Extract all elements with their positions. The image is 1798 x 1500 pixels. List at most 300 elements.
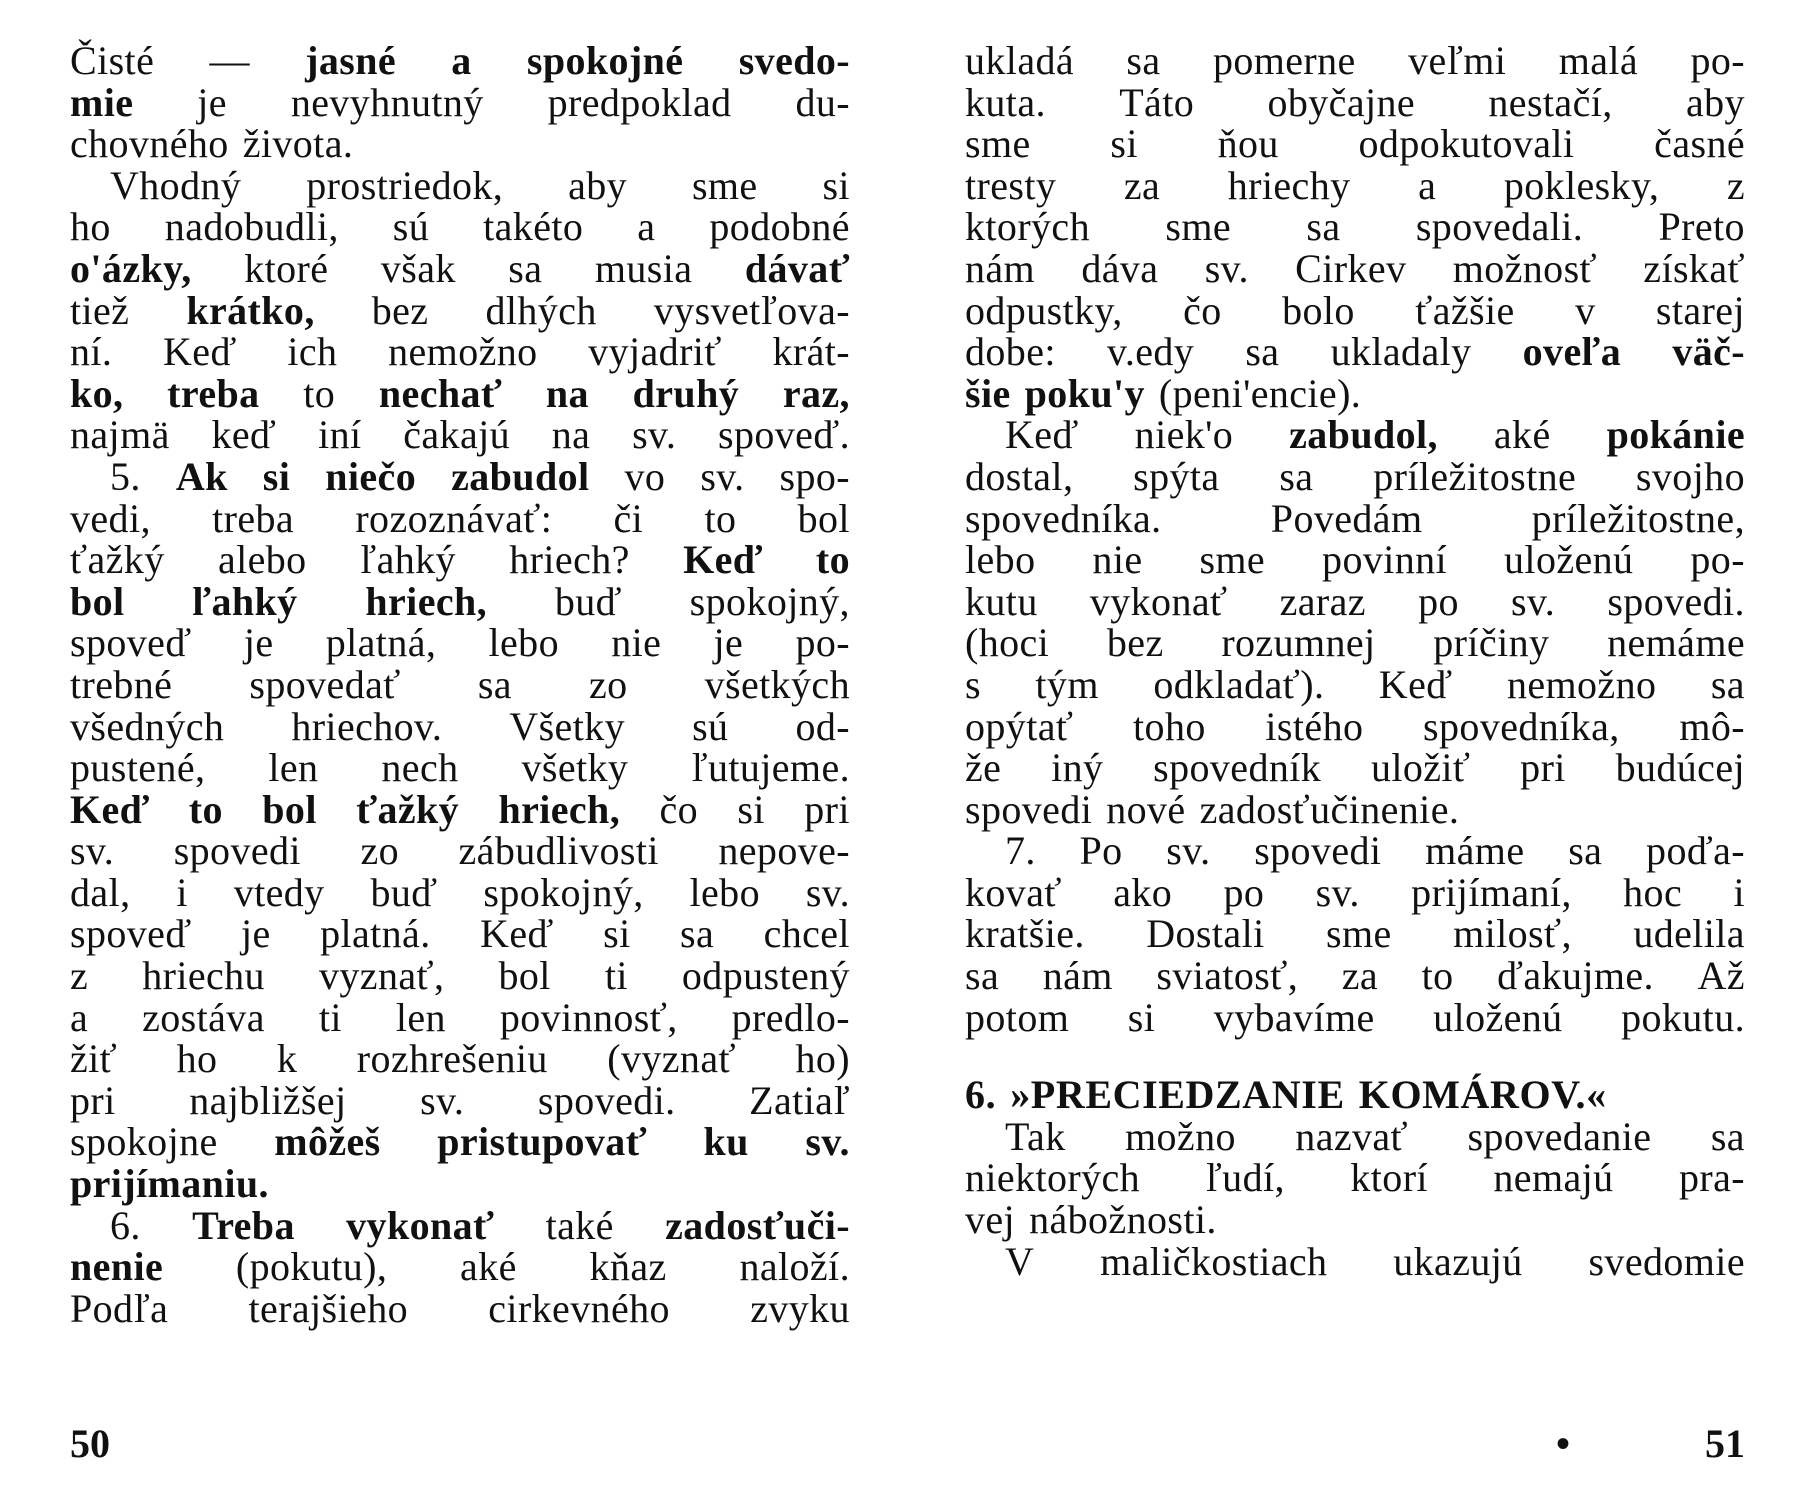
word: zadosťuči-: [665, 1202, 850, 1248]
word: naloží.: [739, 1244, 850, 1290]
word: ko,: [70, 370, 124, 416]
word: ho: [70, 204, 111, 250]
word: pra-: [1679, 1155, 1745, 1201]
word: sv.: [420, 1077, 465, 1123]
word: hriechu: [142, 953, 265, 999]
word: nech: [381, 745, 459, 791]
word: spovedali.: [1415, 204, 1584, 250]
word: veľmi: [1408, 38, 1507, 83]
word: spovedať: [249, 661, 401, 707]
word: také: [545, 1202, 614, 1248]
word: (hoci: [965, 620, 1050, 666]
word: 5.: [110, 453, 141, 499]
word: bez: [371, 287, 429, 333]
word: vybavíme: [1213, 994, 1375, 1040]
word: mie: [70, 79, 134, 125]
text-line: [965, 40, 1745, 82]
word: len: [268, 745, 319, 791]
word: zo: [588, 661, 628, 707]
word: sa: [965, 953, 1000, 999]
word: Treba: [192, 1202, 295, 1248]
word: bol: [262, 786, 317, 832]
word: to: [188, 786, 223, 832]
word: sa: [1306, 204, 1341, 250]
word: uloženú: [1504, 537, 1634, 583]
word: časné: [1654, 121, 1745, 167]
text-line: [70, 622, 850, 664]
text-line: [70, 206, 850, 248]
word: platná,: [325, 620, 437, 666]
word: dávať: [744, 245, 850, 291]
word: nemáme: [1607, 620, 1745, 666]
word: po-: [1690, 38, 1745, 83]
word: nepove-: [718, 828, 850, 874]
word: odpustený: [681, 953, 850, 999]
word: môžeš: [274, 1119, 381, 1165]
word: a: [637, 204, 656, 250]
word: musia: [594, 245, 693, 291]
word: buď: [370, 869, 438, 915]
word: bol: [70, 578, 125, 624]
word: niek'o: [1134, 412, 1234, 458]
word: rozumnej: [1221, 620, 1376, 666]
word: lebo: [965, 537, 1036, 583]
word: hriech,: [498, 786, 621, 832]
word: na: [551, 412, 591, 458]
word: svedo-: [738, 38, 850, 83]
word: sa: [508, 245, 543, 291]
word: ktorí: [1350, 1155, 1428, 1201]
word: pomerne: [1212, 38, 1356, 83]
word: z: [1726, 162, 1745, 208]
word: sme: [1199, 537, 1266, 583]
text-line: [70, 703, 850, 749]
word: Zatiaľ: [749, 1077, 850, 1123]
word: Cirkev: [1295, 245, 1407, 291]
word: všetkých: [704, 661, 850, 707]
word: dáva: [1081, 245, 1159, 291]
word: to: [815, 537, 850, 583]
word: aby: [1686, 79, 1745, 125]
text-line: [70, 661, 850, 707]
word: pokánie: [1606, 412, 1745, 458]
word: zostáva: [142, 994, 265, 1040]
word: treba: [167, 370, 260, 416]
word: v: [1575, 287, 1596, 333]
word: spokojný,: [483, 869, 644, 915]
word: krátko,: [186, 287, 315, 333]
word: máme: [1425, 828, 1525, 874]
word: pustené,: [70, 745, 206, 791]
text-line: [70, 1038, 850, 1080]
word: ako: [1113, 869, 1173, 915]
word: spovedanie: [1467, 1113, 1652, 1159]
word: ich: [287, 329, 338, 375]
word: KOMÁROV.«: [1358, 1072, 1607, 1118]
text-line: [70, 453, 850, 499]
word: po-: [795, 620, 850, 666]
word: to: [1421, 953, 1454, 999]
word: sme: [691, 162, 758, 208]
word: sa: [1710, 1113, 1745, 1159]
word: Podľa: [70, 1285, 169, 1331]
word: pri: [1520, 745, 1566, 791]
text-line: [70, 869, 850, 915]
word: si: [737, 786, 765, 832]
word: nám: [965, 245, 1036, 291]
word: i: [1733, 869, 1745, 915]
word: potom: [965, 994, 1070, 1040]
word: ťažký: [70, 537, 165, 583]
word: sa: [680, 911, 715, 957]
word: v.edy: [1107, 329, 1195, 375]
word: vedi,: [70, 495, 151, 541]
left-page-text: [70, 40, 850, 1329]
word: spokojné: [526, 38, 684, 83]
word: bez: [1106, 620, 1164, 666]
word: Tak: [1005, 1113, 1066, 1159]
word: Keď: [1005, 412, 1079, 458]
word: čakajú: [403, 412, 511, 458]
word: na: [545, 370, 589, 416]
word: keď: [211, 412, 277, 458]
word: maličkostiach: [1100, 1238, 1328, 1284]
text-line: [70, 1202, 850, 1248]
word: hriech?: [509, 537, 630, 583]
word: aké: [1493, 412, 1551, 458]
word: —: [209, 38, 250, 83]
word: hriechy: [1227, 162, 1351, 208]
word: »PRECIEDZANIE: [1010, 1072, 1345, 1118]
word: zaraz: [1279, 578, 1366, 624]
word: Keď: [1378, 661, 1453, 707]
word: sv.: [1511, 578, 1556, 624]
word: starej: [1655, 287, 1745, 333]
word: že: [965, 745, 1002, 791]
word: sa: [1126, 38, 1161, 83]
word: ukladá: [965, 38, 1075, 83]
word: obyčajne: [1267, 79, 1416, 125]
word: ďakujme.: [1497, 953, 1654, 999]
text-line: [965, 414, 1745, 456]
word: ho): [795, 1036, 850, 1082]
word: cirkevného: [488, 1285, 670, 1331]
word: Čisté: [70, 38, 155, 83]
word: čo: [659, 786, 699, 832]
text-line: [70, 245, 850, 291]
text-line: [965, 370, 1745, 416]
word: ľudí,: [1205, 1155, 1285, 1201]
word: svedomie: [1588, 1238, 1745, 1284]
text-line: [965, 661, 1745, 707]
word: vo: [624, 453, 666, 499]
word: tresty: [965, 162, 1057, 208]
word: (peni'encie).: [1158, 370, 1362, 416]
word: ťažšie: [1415, 287, 1515, 333]
word: možno: [1125, 1113, 1236, 1159]
word: spokojný,: [689, 578, 850, 624]
word: nábožnosti.: [1029, 1197, 1217, 1243]
word: predpoklad: [547, 79, 732, 125]
word: buď: [554, 578, 622, 624]
text-line: [70, 539, 850, 581]
word: Všetky: [509, 703, 626, 749]
word: nenie: [70, 1244, 164, 1290]
word: je: [713, 620, 744, 666]
text-line: [965, 994, 1745, 1040]
word: života.: [242, 121, 354, 167]
word: z: [70, 953, 89, 999]
text-line: [965, 1157, 1745, 1199]
word: i: [176, 869, 188, 915]
word: niektorých: [965, 1155, 1141, 1201]
word: Táto: [1119, 79, 1195, 125]
word: bolo: [1282, 287, 1355, 333]
word: kuta.: [965, 79, 1046, 125]
word: sa: [1245, 329, 1280, 375]
word: vyznať,: [319, 953, 445, 999]
word: k: [276, 1036, 298, 1082]
word: dal,: [70, 869, 131, 915]
text-line: [70, 414, 850, 456]
word: nadobudli,: [164, 204, 339, 250]
word: len: [395, 994, 446, 1040]
text-line: [70, 1121, 850, 1163]
word: spovedi: [1254, 828, 1382, 874]
text-line: [965, 331, 1745, 373]
word: Po: [1079, 828, 1123, 874]
word: si: [603, 911, 631, 957]
word: spovedi.: [1607, 578, 1745, 624]
word: rozoznávať:: [355, 495, 553, 541]
word: sv.: [1166, 828, 1211, 874]
word: príležitostne,: [1531, 495, 1745, 541]
word: pri: [70, 1077, 116, 1123]
word: rozhrešeniu: [356, 1036, 548, 1082]
word: sa: [1568, 828, 1603, 874]
word: ľahký: [359, 537, 456, 583]
word: Dostali: [1146, 911, 1265, 957]
text-line: [965, 495, 1745, 541]
text-line: [70, 830, 850, 872]
word: je: [243, 620, 274, 666]
word: kňaz: [589, 1244, 667, 1290]
word: terajšieho: [248, 1285, 408, 1331]
word: spoveď.: [718, 412, 850, 458]
text-line: [965, 786, 1745, 832]
word: a: [70, 994, 89, 1040]
word: uloženú: [1433, 994, 1563, 1040]
word: udelila: [1633, 911, 1745, 957]
word: možnosť: [1452, 245, 1598, 291]
word: uložiť: [1370, 745, 1471, 791]
word: druhý: [632, 370, 740, 416]
word: bol: [498, 953, 551, 999]
word: platná.: [320, 911, 431, 957]
word: žiť: [70, 1036, 118, 1082]
word: či: [613, 495, 644, 541]
text-line: [70, 1163, 850, 1205]
word: 6.: [110, 1202, 141, 1248]
text-line: [70, 287, 850, 333]
text-line: [70, 495, 850, 541]
text-line: [70, 1246, 850, 1288]
word: poklesky,: [1503, 162, 1660, 208]
word: ktorých: [965, 204, 1090, 250]
word: vyjadriť: [588, 329, 722, 375]
word: spovedi.: [537, 1077, 676, 1123]
word: nie: [1092, 537, 1143, 583]
word: pristupovať: [437, 1119, 647, 1165]
word: sú: [692, 703, 729, 749]
word: o'ázky,: [70, 245, 192, 291]
word: malá: [1558, 38, 1639, 83]
word: sa: [1279, 453, 1314, 499]
word: nemožno: [388, 329, 538, 375]
word: to: [303, 370, 336, 416]
text-line: [965, 245, 1745, 291]
text-line: [70, 331, 850, 373]
word: opýtať: [965, 703, 1074, 749]
word: poďa-: [1646, 828, 1745, 874]
word: po-: [1690, 537, 1745, 583]
word: ňou: [1217, 121, 1279, 167]
word: Ak: [175, 453, 228, 499]
word: sv.: [632, 412, 677, 458]
word: (pokutu),: [235, 1244, 388, 1290]
word: sv.: [1204, 245, 1249, 291]
word: Keď: [480, 911, 554, 957]
word: sa: [477, 661, 512, 707]
word: sme: [1165, 204, 1231, 250]
word: nemožno: [1506, 661, 1657, 707]
text-line: [965, 453, 1745, 499]
word: zo: [360, 828, 399, 874]
word: sa: [1710, 661, 1745, 707]
word: Až: [1697, 953, 1745, 999]
word: si: [822, 162, 850, 208]
text-line: [70, 1285, 850, 1331]
word: iní: [318, 412, 362, 458]
word: Povedám: [1270, 495, 1423, 541]
word: Keď: [70, 786, 150, 832]
word: budúcej: [1615, 745, 1745, 791]
word: si: [1127, 994, 1156, 1040]
word: získať: [1643, 245, 1745, 291]
word: kovať: [965, 869, 1062, 915]
word: ti: [318, 994, 342, 1040]
text-line: [70, 40, 850, 82]
word: istého: [1265, 703, 1364, 749]
left-page-number: 50: [70, 1421, 110, 1466]
word: spovedník: [1153, 745, 1322, 791]
word: ní.: [70, 329, 113, 375]
word: V: [1005, 1238, 1035, 1284]
word: hriechov.: [291, 703, 443, 749]
text-line: [70, 578, 850, 624]
word: nové: [1106, 786, 1186, 832]
word: najmä: [70, 412, 170, 458]
word: sviatosť,: [1156, 953, 1299, 999]
word: si: [1110, 121, 1138, 167]
word: zábudlivosti: [458, 828, 659, 874]
word: vtedy: [233, 869, 325, 915]
word: všetky: [521, 745, 629, 791]
text-line: [70, 913, 850, 955]
word: ti: [604, 953, 628, 999]
right-page-text: [965, 40, 1745, 1282]
word: bol: [797, 495, 850, 541]
text-line: [965, 162, 1745, 208]
word: to: [704, 495, 737, 541]
word: poku'y: [1024, 370, 1145, 416]
word: prijímaniu.: [70, 1161, 269, 1207]
text-line: [965, 539, 1745, 581]
word: aké: [460, 1244, 517, 1290]
word: ľutujeme.: [691, 745, 850, 791]
word: ľahký: [192, 578, 298, 624]
word: (vyznať: [607, 1036, 736, 1082]
text-line: [965, 703, 1745, 749]
text-line: [965, 79, 1745, 125]
word: 7.: [1005, 828, 1036, 874]
word: podobné: [709, 204, 850, 250]
word: ho: [176, 1036, 218, 1082]
word: predlo-: [731, 994, 850, 1040]
word: Vhodný: [110, 162, 242, 208]
word: za: [1341, 953, 1379, 999]
word: sme: [1326, 911, 1392, 957]
text-line: [70, 747, 850, 789]
word: tiež: [70, 287, 130, 333]
word: toho: [1133, 703, 1206, 749]
word: je: [197, 79, 227, 125]
word: všedných: [70, 703, 225, 749]
footer-mark: •: [1555, 1421, 1570, 1466]
word: sv.: [805, 869, 850, 915]
word: hoc: [1623, 869, 1683, 915]
word: nechať: [378, 370, 503, 416]
word: milosť,: [1453, 911, 1572, 957]
word: spovedníka.: [965, 495, 1162, 541]
text-line: [965, 1238, 1745, 1284]
word: prijímaní,: [1411, 869, 1572, 915]
word: lebo: [488, 620, 559, 666]
word: spoveď: [70, 620, 192, 666]
text-line: [965, 1113, 1745, 1159]
word: po: [1418, 578, 1459, 624]
word: kratšie.: [965, 911, 1085, 957]
word: najbližšej: [189, 1077, 347, 1123]
word: chcel: [763, 911, 850, 957]
word: sv.: [700, 453, 745, 499]
word: hriech,: [365, 578, 488, 624]
text-line: [965, 206, 1745, 248]
word: nazvať: [1295, 1113, 1409, 1159]
word: dostal,: [965, 453, 1074, 499]
word: prostriedok,: [306, 162, 504, 208]
word: svojho: [1635, 453, 1745, 499]
word: zabudol,: [1289, 412, 1438, 458]
text-line: [965, 955, 1745, 997]
text-line: [965, 747, 1745, 789]
word: zabudol: [451, 453, 590, 499]
word: Preto: [1658, 204, 1745, 250]
word: príčiny: [1433, 620, 1550, 666]
text-line: [70, 955, 850, 997]
word: spovedníka,: [1423, 703, 1620, 749]
text-line: [70, 79, 850, 125]
